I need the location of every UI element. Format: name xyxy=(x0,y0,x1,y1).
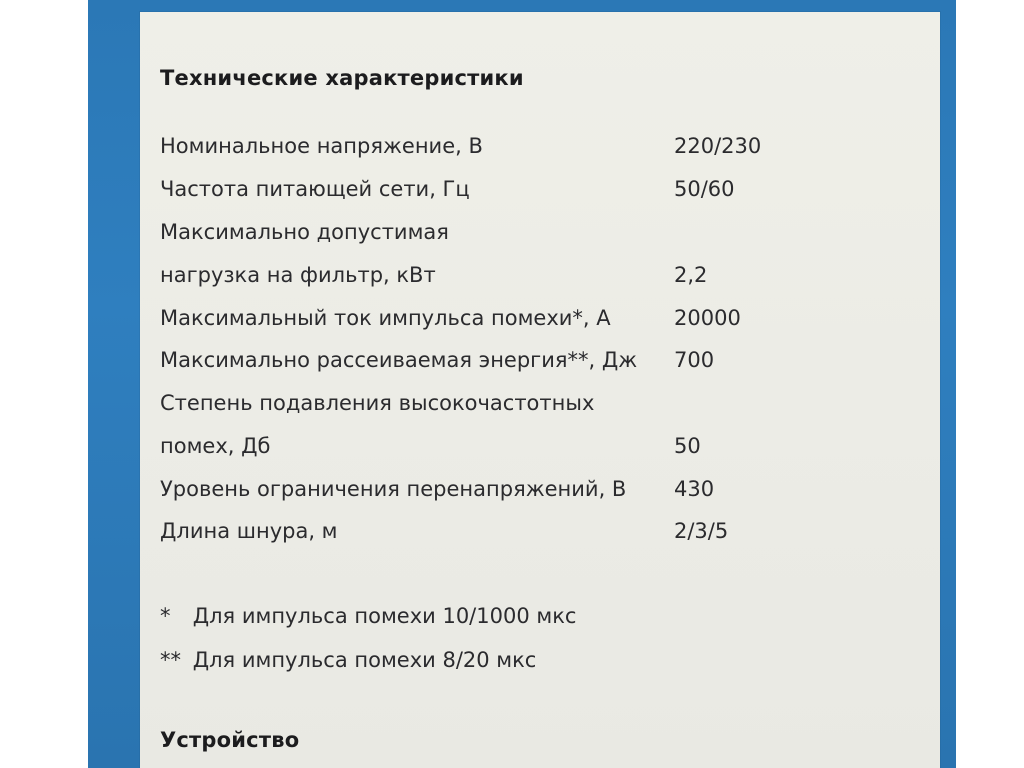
spec-value: 50/60 xyxy=(674,177,735,201)
footnote-mark: * xyxy=(160,604,171,628)
spec-label: помех, Дб xyxy=(160,434,271,458)
spec-label: Номинальное напряжение, В xyxy=(160,134,483,158)
spec-label: Длина шнура, м xyxy=(160,519,338,543)
footnote-text: Для импульса помехи 8/20 мкс xyxy=(192,648,537,672)
footnote xyxy=(160,648,536,672)
spec-value: 20000 xyxy=(674,306,741,330)
spec-label: нагрузка на фильтр, кВт xyxy=(160,263,436,287)
spec-value: 2,2 xyxy=(674,263,708,287)
spec-label: Уровень ограничения перенапряжений, В xyxy=(160,477,627,501)
spec-label: Максимально рассеиваемая энергия**, Дж xyxy=(160,348,638,372)
section-heading: Устройство xyxy=(160,728,300,752)
spec-value: 2/3/5 xyxy=(674,519,729,543)
spec-label: Максимальный ток импульса помехи*, А xyxy=(160,306,611,330)
footnote-mark: ** xyxy=(160,648,181,672)
spec-label: Максимально допустимая xyxy=(160,220,449,244)
spec-value: 700 xyxy=(674,348,715,372)
footnote xyxy=(160,604,576,628)
spec-label: Степень подавления высокочастотных xyxy=(160,391,595,415)
spec-value: 220/230 xyxy=(674,134,762,158)
footnote-text: Для импульса помехи 10/1000 мкс xyxy=(192,604,577,628)
spec-label: Частота питающей сети, Гц xyxy=(160,177,470,201)
spec-value: 50 xyxy=(674,434,701,458)
section-title: Технические характеристики xyxy=(160,66,524,90)
spec-value: 430 xyxy=(674,477,715,501)
